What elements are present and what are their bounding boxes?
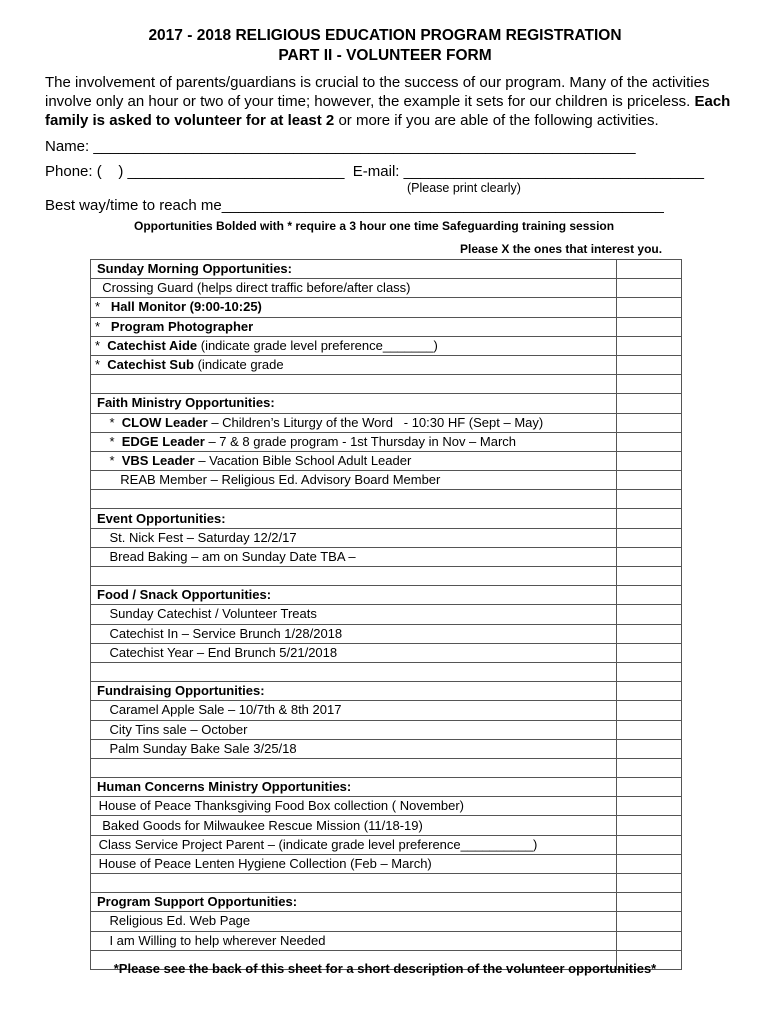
opportunity-row bbox=[91, 854, 682, 873]
section-heading-row bbox=[91, 394, 682, 413]
opportunity-item bbox=[91, 490, 617, 509]
opportunity-item bbox=[91, 605, 617, 624]
item-prefix bbox=[95, 472, 120, 487]
opportunities-table bbox=[90, 259, 682, 970]
item-prefix bbox=[95, 549, 109, 564]
opportunity-item bbox=[91, 816, 617, 835]
item-text: Catechist Year – End Brunch 5/21/2018 bbox=[109, 644, 338, 660]
form-subtitle: PART II - VOLUNTEER FORM bbox=[278, 47, 492, 64]
item-text: – 7 & 8 grade program - 1st Thursday in Nov – March bbox=[204, 433, 517, 449]
item-prefix bbox=[95, 606, 109, 621]
opportunity-row bbox=[91, 912, 682, 931]
opportunity-item bbox=[91, 355, 617, 374]
section-heading-row bbox=[91, 509, 682, 528]
item-prefix: * bbox=[95, 318, 111, 334]
interest-checkbox[interactable] bbox=[617, 260, 682, 279]
item-prefix bbox=[95, 741, 109, 756]
safeguarding-note: Opportunities Bolded with * require a 3 hour one time Safeguarding training session bbox=[134, 219, 615, 233]
item-text: Palm Sunday Bake Sale 3/25/18 bbox=[109, 740, 297, 756]
interest-checkbox[interactable] bbox=[617, 509, 682, 528]
item-prefix: * bbox=[95, 414, 122, 430]
opportunity-item bbox=[91, 336, 617, 355]
opportunity-item bbox=[91, 528, 617, 547]
opportunity-item bbox=[91, 317, 617, 336]
interest-checkbox[interactable] bbox=[617, 375, 682, 394]
opportunity-item bbox=[91, 624, 617, 643]
item-bold-label: Catechist Sub bbox=[107, 357, 194, 373]
item-bold-label: EDGE Leader bbox=[121, 433, 205, 449]
interest-checkbox[interactable] bbox=[617, 490, 682, 509]
interest-checkbox[interactable] bbox=[617, 720, 682, 739]
best-way-field[interactable]: Best way/time to reach me_____________________________________________________ bbox=[45, 197, 664, 214]
item-bold-label: Hall Monitor (9:00-10:25) bbox=[110, 299, 262, 315]
section-heading: Fundraising Opportunities: bbox=[91, 682, 617, 701]
opportunity-row bbox=[91, 605, 682, 624]
opportunity-row bbox=[91, 547, 682, 566]
interest-checkbox[interactable] bbox=[617, 662, 682, 681]
section-heading-row bbox=[91, 682, 682, 701]
opportunity-row bbox=[91, 662, 682, 681]
opportunity-row bbox=[91, 797, 682, 816]
interest-checkbox[interactable] bbox=[617, 528, 682, 547]
opportunity-row bbox=[91, 931, 682, 950]
opportunity-row bbox=[91, 298, 682, 317]
opportunity-item bbox=[91, 432, 617, 451]
interest-checkbox[interactable] bbox=[617, 816, 682, 835]
opportunity-item bbox=[91, 720, 617, 739]
opportunity-item bbox=[91, 451, 617, 470]
opportunity-row bbox=[91, 451, 682, 470]
opportunity-row bbox=[91, 567, 682, 586]
item-text: Catechist In – Service Brunch 1/28/2018 bbox=[109, 625, 343, 641]
opportunity-item bbox=[91, 643, 617, 662]
opportunity-row bbox=[91, 317, 682, 336]
section-heading: Program Support Opportunities: bbox=[91, 893, 617, 912]
opportunity-row bbox=[91, 624, 682, 643]
opportunity-item bbox=[91, 797, 617, 816]
item-text: House of Peace Lenten Hygiene Collection (Feb – March) bbox=[98, 855, 432, 871]
item-prefix bbox=[95, 913, 109, 928]
item-prefix bbox=[95, 530, 109, 545]
item-text: (indicate grade level preference_______) bbox=[197, 337, 438, 353]
opportunity-row bbox=[91, 336, 682, 355]
opportunity-item bbox=[91, 854, 617, 873]
section-heading-row bbox=[91, 893, 682, 912]
interest-checkbox[interactable] bbox=[617, 682, 682, 701]
opportunity-item bbox=[91, 375, 617, 394]
intro-bold-text: Each family is asked to volunteer for at least 2 bbox=[45, 93, 731, 129]
item-text: St. Nick Fest – Saturday 12/2/17 bbox=[109, 529, 297, 545]
item-text: Bread Baking – am on Sunday Date TBA – bbox=[109, 548, 356, 564]
print-clearly-note: (Please print clearly) bbox=[407, 181, 521, 195]
section-heading-row bbox=[91, 586, 682, 605]
interest-checkbox[interactable] bbox=[617, 643, 682, 662]
opportunity-item bbox=[91, 298, 617, 317]
intro-paragraph bbox=[45, 73, 735, 130]
section-heading: Human Concerns Ministry Opportunities: bbox=[91, 778, 617, 797]
interest-checkbox[interactable] bbox=[617, 336, 682, 355]
item-prefix: * bbox=[95, 299, 111, 315]
opportunity-row bbox=[91, 816, 682, 835]
item-text: REAB Member – Religious Ed. Advisory Board Member bbox=[120, 472, 441, 488]
opportunity-item bbox=[91, 547, 617, 566]
form-title: 2017 - 2018 RELIGIOUS EDUCATION PROGRAM REGISTRATION bbox=[148, 27, 622, 44]
opportunity-item bbox=[91, 835, 617, 854]
item-prefix bbox=[95, 702, 109, 717]
interest-checkbox[interactable] bbox=[617, 931, 682, 950]
interest-checkbox[interactable] bbox=[617, 547, 682, 566]
opportunity-row bbox=[91, 413, 682, 432]
item-text: (indicate grade bbox=[193, 357, 284, 373]
interest-checkbox[interactable] bbox=[617, 758, 682, 777]
interest-checkbox[interactable] bbox=[617, 586, 682, 605]
interest-checkbox[interactable] bbox=[617, 912, 682, 931]
interest-checkbox[interactable] bbox=[617, 739, 682, 758]
interest-checkbox[interactable] bbox=[617, 778, 682, 797]
interest-checkbox[interactable] bbox=[617, 432, 682, 451]
opportunity-row bbox=[91, 471, 682, 490]
section-heading: Sunday Morning Opportunities: bbox=[91, 260, 617, 279]
item-bold-label: Program Photographer bbox=[110, 318, 254, 334]
interest-checkbox[interactable] bbox=[617, 605, 682, 624]
section-heading-row bbox=[91, 260, 682, 279]
opportunity-item bbox=[91, 662, 617, 681]
item-text: Religious Ed. Web Page bbox=[109, 913, 251, 929]
item-prefix: * bbox=[95, 452, 122, 468]
item-text: Crossing Guard (helps direct traffic before/after class) bbox=[102, 280, 411, 296]
interest-note: Please X the ones that interest you. bbox=[460, 242, 663, 256]
footer-note: *Please see the back of this sheet for a short description of the volunteer opportunities* bbox=[113, 961, 657, 976]
interest-checkbox[interactable] bbox=[617, 797, 682, 816]
opportunity-row bbox=[91, 720, 682, 739]
intro-text-end: or more if you are able of the following activities. bbox=[334, 112, 659, 129]
interest-checkbox[interactable] bbox=[617, 567, 682, 586]
item-prefix: * bbox=[95, 337, 108, 353]
item-text: Caramel Apple Sale – 10/7th & 8th 2017 bbox=[109, 702, 342, 718]
item-prefix: * bbox=[95, 357, 108, 373]
name-field[interactable]: Name: _________________________________________________________________ bbox=[45, 138, 636, 155]
item-bold-label: Catechist Aide bbox=[107, 337, 198, 353]
item-bold-label: VBS Leader bbox=[121, 452, 195, 468]
interest-checkbox[interactable] bbox=[617, 701, 682, 720]
item-text: I am Willing to help wherever Needed bbox=[109, 932, 326, 948]
interest-checkbox[interactable] bbox=[617, 279, 682, 298]
opportunity-item bbox=[91, 279, 617, 298]
opportunity-row bbox=[91, 490, 682, 509]
item-text: Class Service Project Parent – (indicate grade level preference__________) bbox=[98, 836, 538, 852]
opportunity-item bbox=[91, 739, 617, 758]
opportunity-row bbox=[91, 739, 682, 758]
opportunity-item bbox=[91, 912, 617, 931]
interest-checkbox[interactable] bbox=[617, 298, 682, 317]
interest-checkbox[interactable] bbox=[617, 355, 682, 374]
item-text: – Vacation Bible School Adult Leader bbox=[194, 452, 412, 468]
opportunity-row bbox=[91, 643, 682, 662]
interest-checkbox[interactable] bbox=[617, 854, 682, 873]
item-text: Baked Goods for Milwaukee Rescue Mission (11/18-19) bbox=[102, 817, 423, 833]
item-prefix bbox=[95, 626, 109, 641]
opportunity-item bbox=[91, 567, 617, 586]
opportunity-item bbox=[91, 701, 617, 720]
opportunity-row bbox=[91, 528, 682, 547]
opportunity-item bbox=[91, 471, 617, 490]
opportunity-item bbox=[91, 931, 617, 950]
section-heading: Event Opportunities: bbox=[91, 509, 617, 528]
section-heading: Faith Ministry Opportunities: bbox=[91, 394, 617, 413]
opportunity-row bbox=[91, 432, 682, 451]
opportunity-row bbox=[91, 758, 682, 777]
opportunity-item bbox=[91, 413, 617, 432]
opportunity-item bbox=[91, 874, 617, 893]
opportunity-row bbox=[91, 701, 682, 720]
item-bold-label: CLOW Leader bbox=[121, 414, 208, 430]
opportunity-row bbox=[91, 375, 682, 394]
opportunity-row bbox=[91, 874, 682, 893]
section-heading-row bbox=[91, 778, 682, 797]
interest-checkbox[interactable] bbox=[617, 835, 682, 854]
intro-text: The involvement of parents/guardians is crucial to the success of our program. Many of the activities involve only an hour or two of your time; however, the example it sets for our children is priceless. bbox=[45, 74, 710, 110]
interest-checkbox[interactable] bbox=[617, 874, 682, 893]
opportunity-row bbox=[91, 279, 682, 298]
opportunity-item bbox=[91, 758, 617, 777]
item-prefix bbox=[95, 722, 109, 737]
interest-checkbox[interactable] bbox=[617, 624, 682, 643]
opportunity-row bbox=[91, 835, 682, 854]
item-prefix bbox=[95, 933, 109, 948]
opportunity-row bbox=[91, 355, 682, 374]
interest-checkbox[interactable] bbox=[617, 317, 682, 336]
interest-checkbox[interactable] bbox=[617, 451, 682, 470]
interest-checkbox[interactable] bbox=[617, 413, 682, 432]
interest-checkbox[interactable] bbox=[617, 394, 682, 413]
interest-checkbox[interactable] bbox=[617, 471, 682, 490]
item-text: Sunday Catechist / Volunteer Treats bbox=[109, 606, 317, 622]
interest-checkbox[interactable] bbox=[617, 893, 682, 912]
item-prefix bbox=[95, 645, 109, 660]
item-text: House of Peace Thanksgiving Food Box collection ( November) bbox=[98, 798, 465, 814]
item-prefix: * bbox=[95, 433, 122, 449]
item-text: City Tins sale – October bbox=[109, 721, 248, 737]
section-heading: Food / Snack Opportunities: bbox=[91, 586, 617, 605]
phone-email-field[interactable]: Phone: ( ) __________________________ E-mail: ____________________________________ bbox=[45, 163, 704, 180]
item-text: – Children’s Liturgy of the Word - 10:30 HF (Sept – May) bbox=[207, 414, 544, 430]
